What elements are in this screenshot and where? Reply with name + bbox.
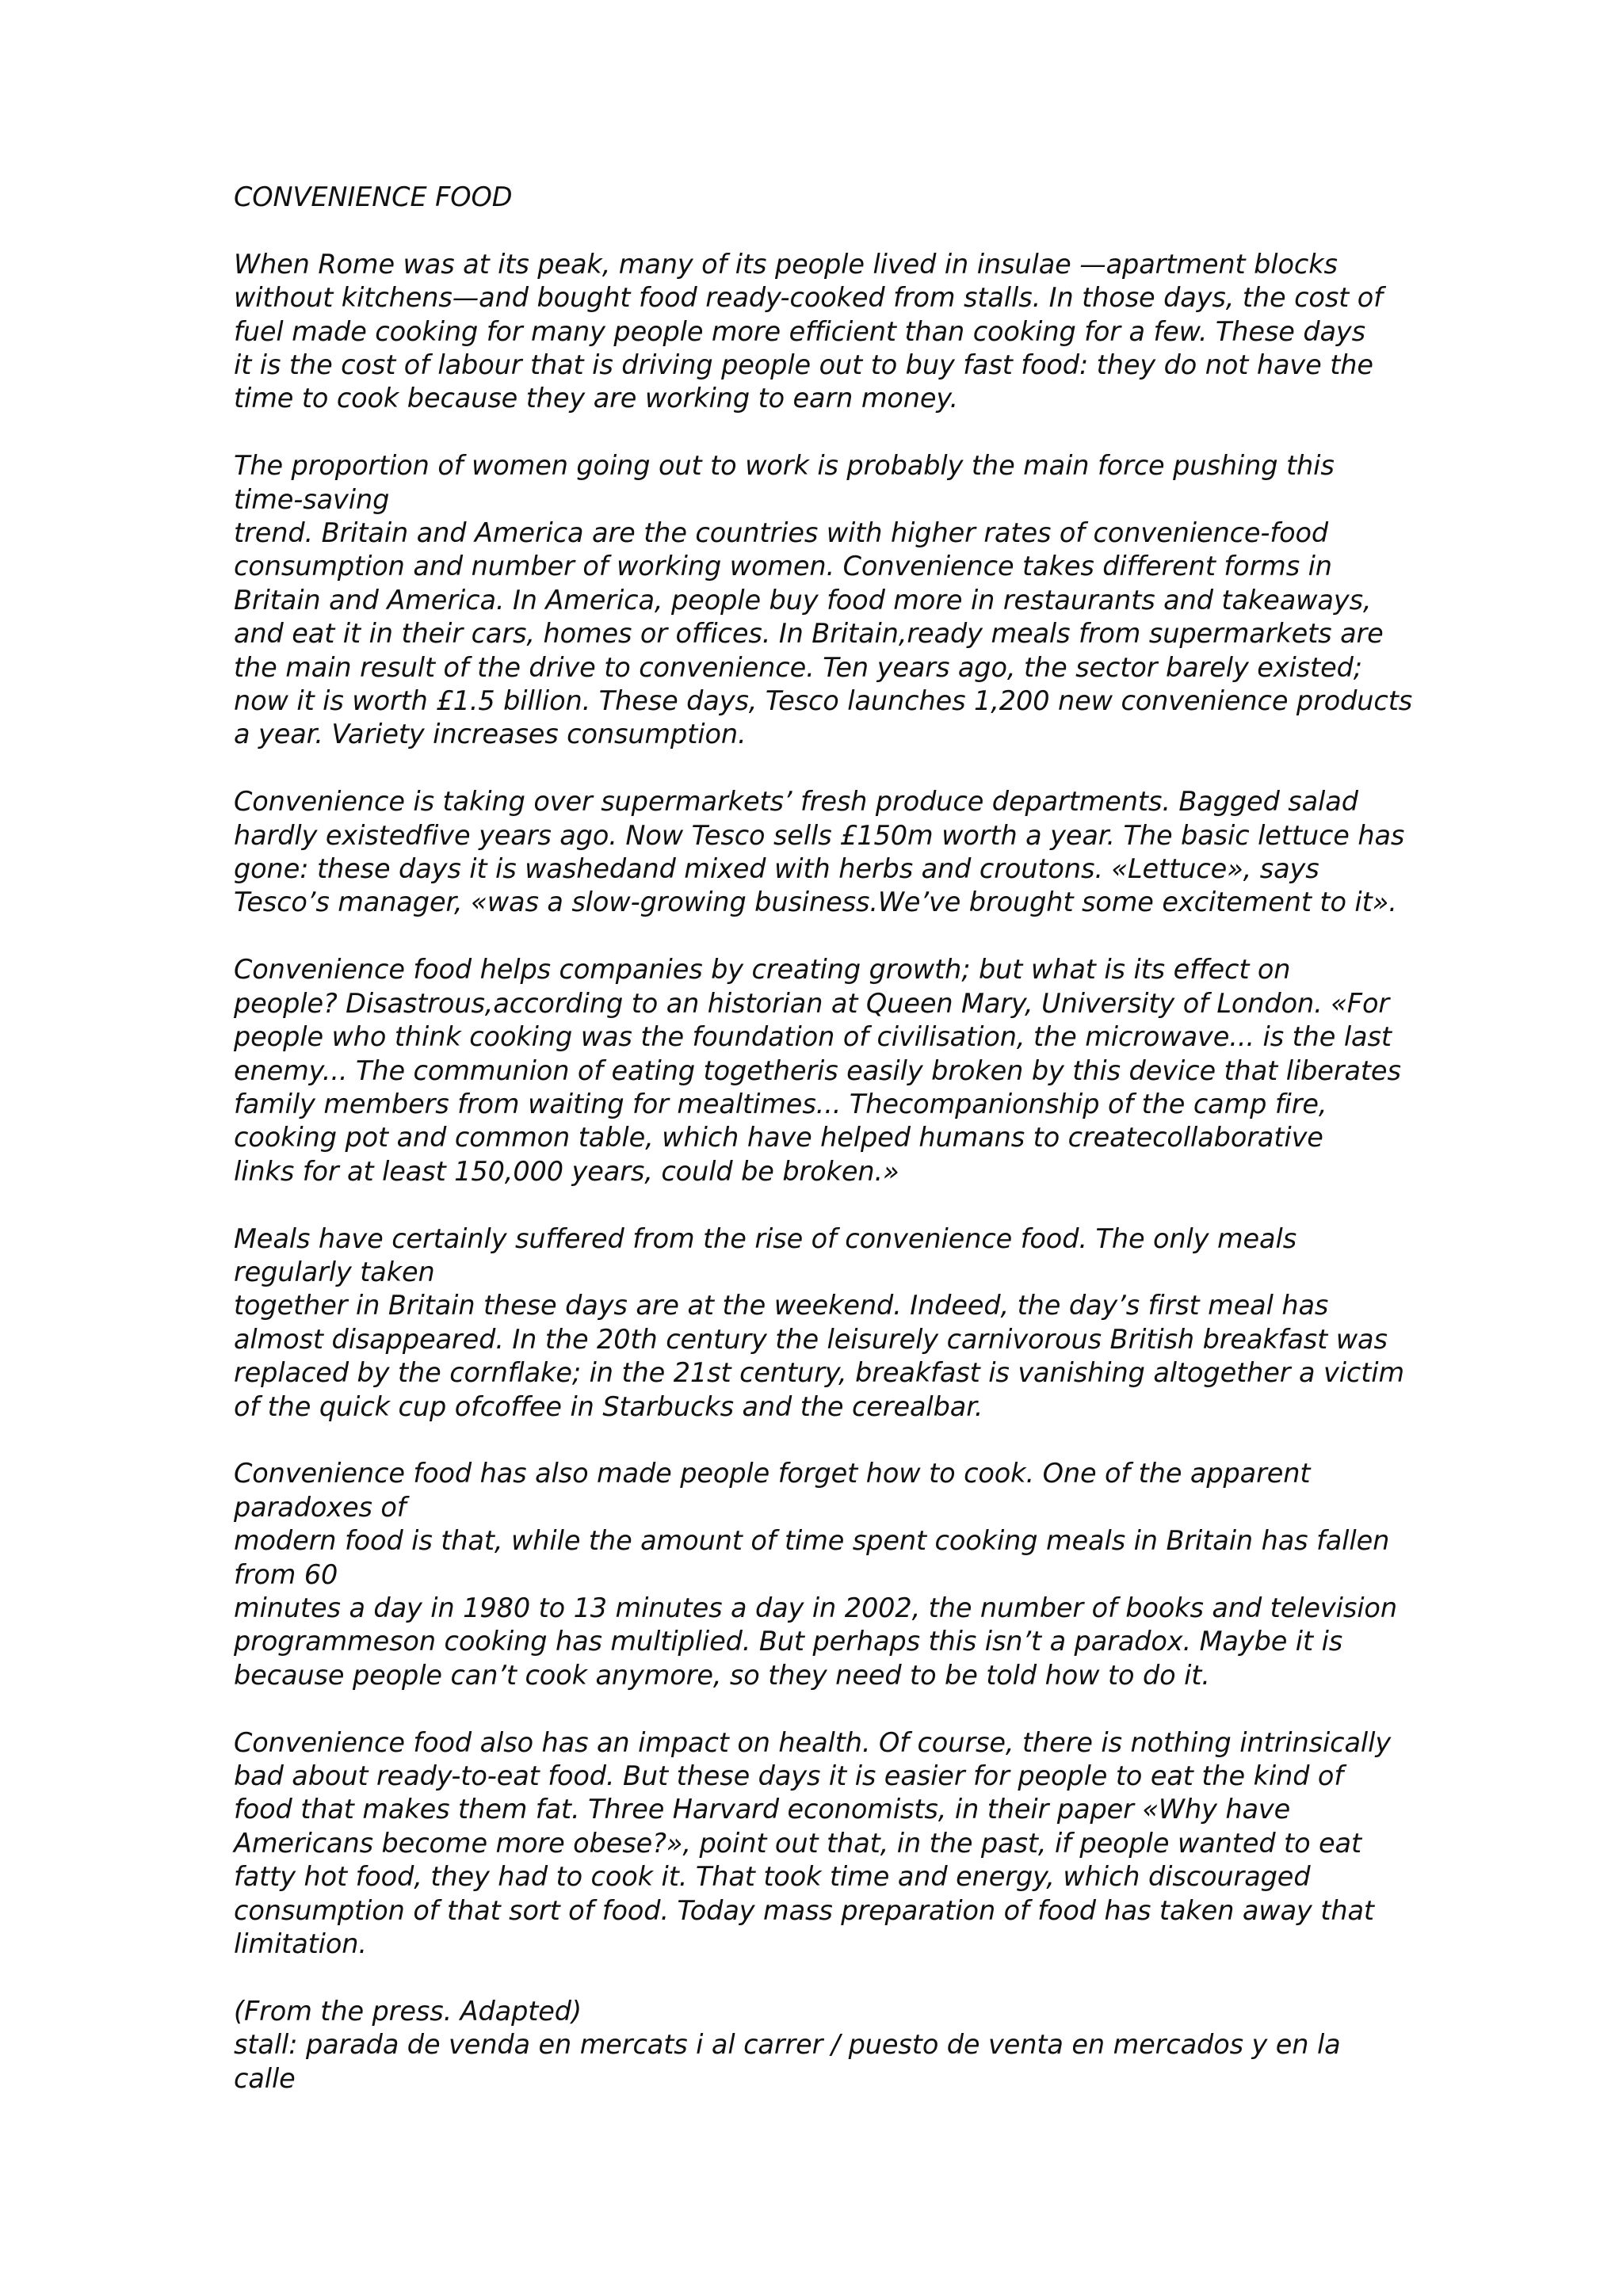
paragraph: [234, 248, 1423, 416]
paragraph-line: links for at least 150,000 years, could be broken.»: [234, 1155, 899, 1187]
paragraph-line: When Rome was at its peak, many of its people lived in insulae —apartment blocks: [234, 248, 1338, 280]
paragraph-line: minutes a day in 1980 to 13 minutes a day in 2002, the number of books and television: [234, 1592, 1397, 1623]
glossary-line: calle: [234, 2062, 296, 2094]
paragraph-line: limitation.: [234, 1928, 367, 1960]
paragraph-line: consumption and number of working women. Convenience takes different forms in: [234, 551, 1332, 582]
paragraph-line: it is the cost of labour that is driving people out to buy fast food: they do not have the: [234, 349, 1373, 381]
paragraph-line: because people can’t cook anymore, so they need to be told how to do it.: [234, 1659, 1210, 1691]
paragraph: [234, 1457, 1423, 1692]
paragraph-line: programmeson cooking has multiplied. But perhaps this isn’t a paradox. Maybe it is: [234, 1626, 1343, 1657]
paragraph-line: family members from waiting for mealtimes... Thecompanionship of the camp fire,: [234, 1088, 1327, 1119]
paragraph-line: time to cook because they are working to earn money.: [234, 383, 959, 414]
paragraph-line: The proportion of women going out to work is probably the main force pushing this: [234, 450, 1335, 482]
paragraphs-container: [234, 248, 1423, 1962]
paragraph-line: replaced by the cornflake; in the 21st century, breakfast is vanishing altogether a victim: [234, 1357, 1405, 1389]
paragraph-line: of the quick cup ofcoffee in Starbucks and the cerealbar.: [234, 1390, 983, 1422]
paragraph-line: time-saving: [234, 483, 390, 515]
paragraph-line: fuel made cooking for many people more efficient than cooking for a few. These days: [234, 315, 1366, 347]
paragraph-line: Tesco’s manager, «was a slow-growing business.We’ve brought some excitement to it».: [234, 887, 1397, 918]
paragraph: [234, 785, 1423, 920]
paragraph-line: Meals have certainly suffered from the rise of convenience food. The only meals: [234, 1222, 1297, 1254]
paragraph-line: almost disappeared. In the 20th century the leisurely carnivorous British breakfast was: [234, 1323, 1388, 1355]
document-title: [234, 181, 1423, 214]
source-note: (From the press. Adapted): [234, 1995, 582, 2027]
paragraph-line: fatty hot food, they had to cook it. That took time and energy, which discouraged: [234, 1861, 1311, 1893]
paragraph-line: paradoxes of: [234, 1491, 407, 1523]
paragraph-line: together in Britain these days are at the weekend. Indeed, the day’s first meal has: [234, 1290, 1329, 1322]
paragraph-line: regularly taken: [234, 1256, 435, 1287]
document-footer: [234, 1995, 1423, 2096]
paragraph-line: Americans become more obese?», point out that, in the past, if people wanted to eat: [234, 1827, 1361, 1859]
paragraph-line: cooking pot and common table, which have helped humans to createcollaborative: [234, 1122, 1323, 1154]
paragraph-line: consumption of that sort of food. Today mass preparation of food has taken away that: [234, 1894, 1374, 1926]
paragraph-line: Britain and America. In America, people buy food more in restaurants and takeaways,: [234, 584, 1372, 616]
paragraph-line: from 60: [234, 1558, 338, 1590]
document-page: [234, 181, 1423, 2096]
paragraph-line: hardly existedfive years ago. Now Tesco sells £150m worth a year. The basic lettuce has: [234, 819, 1405, 851]
paragraph-line: gone: these days it is washedand mixed with herbs and croutons. «Lettuce», says: [234, 853, 1319, 885]
paragraph-line: a year. Variety increases consumption.: [234, 719, 747, 750]
paragraph-line: people who think cooking was the foundation of civilisation, the microwave... is the last: [234, 1021, 1392, 1053]
paragraph: [234, 953, 1423, 1188]
paragraph-line: bad about ready-to-eat food. But these days it is easier for people to eat the kind of: [234, 1760, 1344, 1791]
paragraph-line: Convenience is taking over supermarkets’ fresh produce departments. Bagged salad: [234, 786, 1358, 818]
paragraph-line: food that makes them fat. Three Harvard economists, in their paper «Why have: [234, 1794, 1291, 1825]
paragraph-line: enemy... The communion of eating togetheris easily broken by this device that liberates: [234, 1055, 1401, 1086]
paragraph-line: Convenience food has also made people forget how to cook. One of the apparent: [234, 1458, 1311, 1489]
glossary-line: stall: parada de venda en mercats i al carrer / puesto de venta en mercados y en la: [234, 2029, 1341, 2061]
paragraph-line: trend. Britain and America are the countries with higher rates of convenience-food: [234, 517, 1329, 549]
paragraph-line: Convenience food helps companies by creating growth; but what is its effect on: [234, 954, 1291, 986]
paragraph: [234, 1222, 1423, 1424]
paragraph-line: and eat it in their cars, homes or offices. In Britain,ready meals from supermarkets are: [234, 618, 1384, 650]
paragraph-line: without kitchens—and bought food ready-cooked from stalls. In those days, the cost of: [234, 282, 1383, 314]
paragraph: [234, 449, 1423, 752]
paragraph-line: people? Disastrous,according to an historian at Queen Mary, University of London. «For: [234, 987, 1390, 1019]
paragraph-line: the main result of the drive to convenience. Ten years ago, the sector barely existed;: [234, 651, 1362, 683]
glossary: [234, 2028, 1423, 2096]
paragraph-line: Convenience food also has an impact on health. Of course, there is nothing intrinsically: [234, 1726, 1392, 1758]
paragraph: [234, 1726, 1423, 1962]
paragraph-line: now it is worth £1.5 billion. These days, Tesco launches 1,200 new convenience products: [234, 685, 1413, 717]
paragraph-line: modern food is that, while the amount of time spent cooking meals in Britain has fallen: [234, 1525, 1390, 1557]
title-text: CONVENIENCE FOOD: [234, 181, 513, 212]
